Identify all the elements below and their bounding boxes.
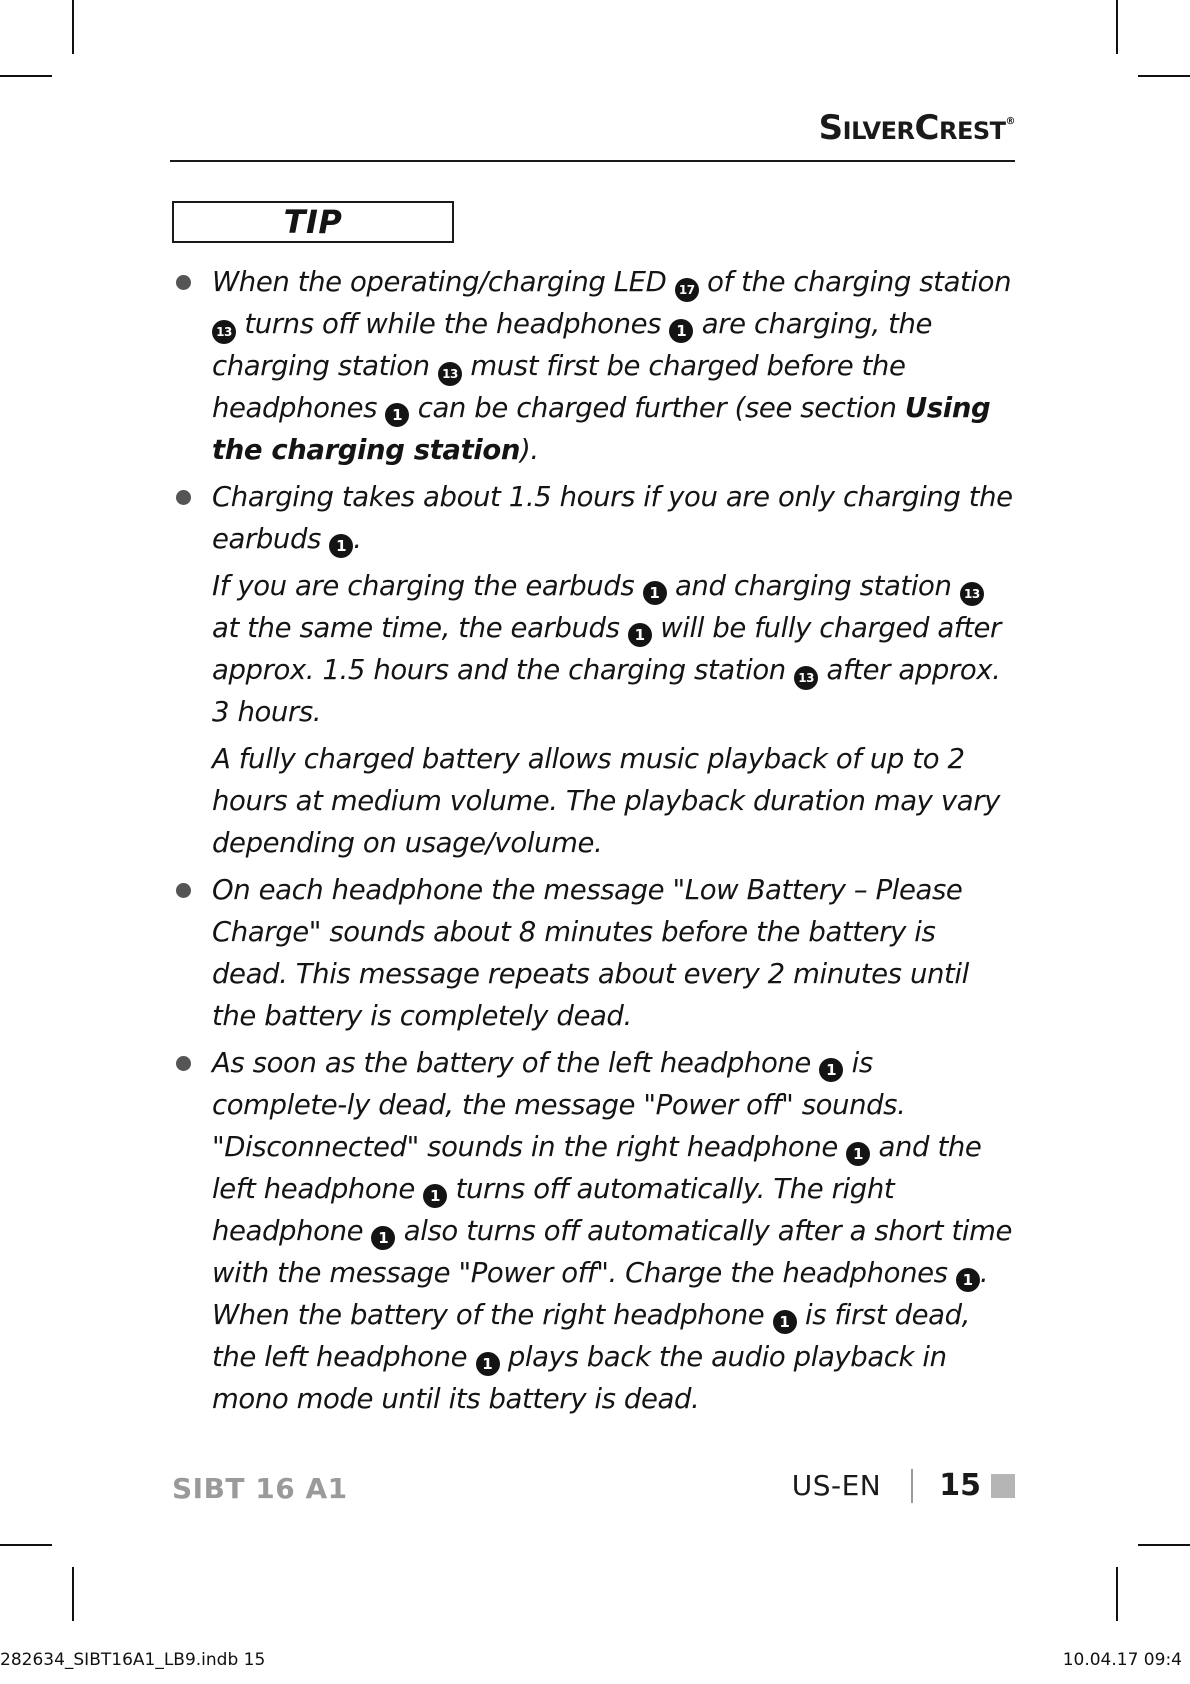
model-number: SIBT 16 A1 (172, 1472, 348, 1505)
bullet-dot-icon (176, 1056, 191, 1071)
text-run: When the operating/charging LED (212, 266, 675, 298)
crop-mark (1138, 75, 1190, 77)
bullet-paragraph (212, 476, 1015, 560)
text-run: must first be charged before the headphones (212, 350, 906, 424)
text-run: . (353, 523, 362, 555)
header-rule (170, 160, 1015, 162)
page-number: 15 (939, 1468, 981, 1503)
text-run: is complete-ly dead, the message "Power off" sounds. "Disconnected" sounds in the right headphone (212, 1047, 906, 1163)
text-run: are charging, the charging station (212, 308, 933, 382)
text-run: can be charged further (see section (409, 392, 905, 424)
bullet-paragraph (212, 869, 1015, 1037)
part-number-badge: 13 (438, 362, 462, 386)
text-run: and the left headphone (212, 1131, 982, 1205)
part-number-badge: 1 (819, 1058, 843, 1082)
crop-mark (1138, 1544, 1190, 1546)
text-run: is first dead, the left headphone (212, 1299, 970, 1373)
text-run: after approx. 3 hours. (212, 654, 1001, 728)
part-number-badge: 1 (371, 1226, 395, 1250)
tip-bullet (170, 869, 1015, 1037)
text-run: turns off while the headphones (236, 308, 670, 340)
bullet-dot-icon (176, 275, 191, 290)
page-footer (792, 1468, 1015, 1503)
part-number-badge: 1 (846, 1142, 870, 1166)
text-run: A fully charged battery allows music playback of up to 2 hours at medium volume. The playback duration may vary depending on usage/volume. (212, 743, 1000, 859)
section-reference: Using the charging station (212, 392, 991, 466)
text-run: turns off automatically. The right headphone (212, 1173, 895, 1247)
part-number-badge: 1 (476, 1352, 500, 1376)
part-number-badge: 1 (329, 534, 353, 558)
text-run: of the charging station (698, 266, 1012, 298)
text-run: As soon as the battery of the left headphone (212, 1047, 820, 1079)
tip-bullet (170, 476, 1015, 864)
bullet-paragraph (212, 1042, 1015, 1420)
text-run: will be fully charged after approx. 1.5 hours and the charging station (212, 612, 1001, 686)
brand-logo: SilverCrest® (818, 108, 1015, 148)
bullet-list (170, 261, 1015, 1420)
print-slug-timestamp: 10.04.17 09:4 (1062, 1650, 1182, 1670)
language-code: US-EN (791, 1469, 882, 1502)
crop-mark (0, 75, 52, 77)
text-run: Charging takes about 1.5 hours if you are only charging the earbuds (212, 481, 1013, 555)
part-number-badge: 1 (669, 319, 693, 343)
part-number-badge: 1 (643, 581, 667, 605)
part-number-badge: 13 (212, 320, 236, 344)
print-slug-file: 282634_SIBT16A1_LB9.indb 15 (0, 1650, 266, 1670)
part-number-badge: 17 (675, 278, 699, 302)
text-run: . When the battery of the right headphone (212, 1257, 989, 1331)
crop-mark (1116, 1567, 1118, 1621)
part-number-badge: 13 (794, 666, 818, 690)
crop-mark (72, 0, 74, 54)
part-number-badge: 1 (628, 623, 652, 647)
bullet-dot-icon (176, 883, 191, 898)
part-number-badge: 1 (423, 1184, 447, 1208)
crop-mark (0, 1544, 52, 1546)
page-marker-square (991, 1474, 1015, 1498)
crop-mark (72, 1567, 74, 1621)
text-run: also turns off automatically after a short time with the message "Power off". Charge the headphones (212, 1215, 1012, 1289)
text-run: ). (520, 434, 539, 466)
tip-content (170, 261, 1015, 1425)
tip-bullet (170, 261, 1015, 471)
bullet-paragraph (212, 738, 1015, 864)
bullet-paragraph (212, 261, 1015, 471)
crop-mark (1116, 0, 1118, 54)
tip-heading: TIP (172, 201, 454, 243)
text-run: at the same time, the earbuds (212, 612, 628, 644)
part-number-badge: 13 (960, 582, 984, 606)
part-number-badge: 1 (956, 1268, 980, 1292)
text-run: plays back the audio playback in mono mode until its battery is dead. (212, 1341, 947, 1415)
part-number-badge: 1 (385, 403, 409, 427)
bullet-dot-icon (176, 490, 191, 505)
footer-divider (911, 1469, 913, 1503)
text-run: On each headphone the message "Low Battery – Please Charge" sounds about 8 minutes before the battery is dead. This message repeats about every 2 minutes until the battery is completely dead. (212, 874, 969, 1032)
text-run: and charging station (666, 570, 960, 602)
bullet-paragraph (212, 565, 1015, 733)
tip-bullet (170, 1042, 1015, 1420)
part-number-badge: 1 (773, 1310, 797, 1334)
text-run: If you are charging the earbuds (212, 570, 643, 602)
